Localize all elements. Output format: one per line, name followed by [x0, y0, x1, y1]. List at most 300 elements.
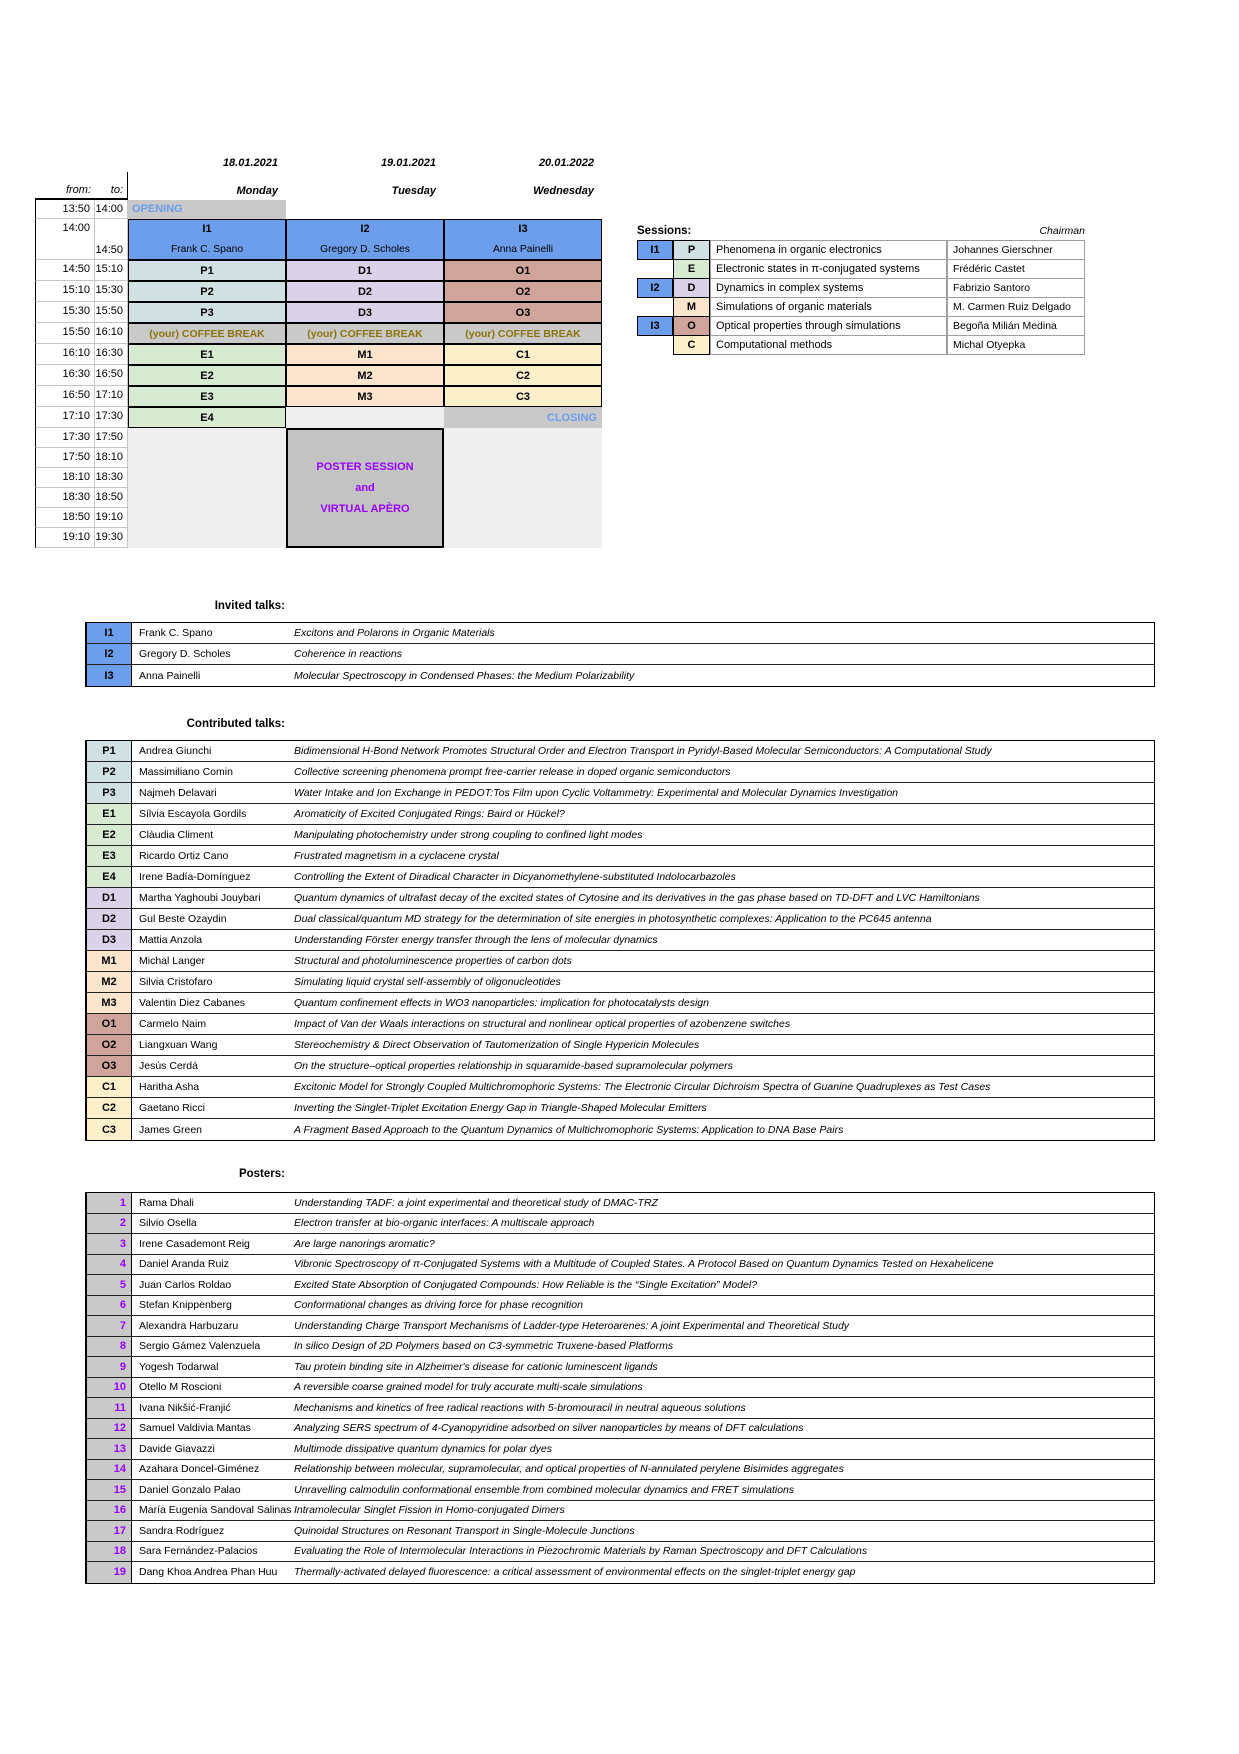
talk-title: Understanding Charge Transport Mechanisms of Ladder-type Heteroarenes: A joint Experimental and Theoretical Study [294, 1319, 850, 1332]
talk-title: A reversible coarse grained model for truly accurate multi-scale simulations [294, 1381, 643, 1394]
legend-session-code: P [673, 240, 710, 260]
speaker-name: Irene Badía-Domínguez [139, 871, 251, 883]
speaker-name: Daniel Gonzalo Palao [139, 1483, 241, 1496]
legend-invited-code [637, 297, 673, 317]
grid-cell-E2: E2 [128, 365, 286, 386]
grid-cell-C2: C2 [444, 365, 602, 386]
speaker-name: Otello M Roscioni [139, 1381, 222, 1394]
contributed-talk-row [87, 930, 1154, 951]
speaker-name: María Eugenia Sandoval Salinas [139, 1504, 292, 1517]
talk-code: M1 [87, 951, 132, 971]
day-name: Tuesday [391, 185, 436, 197]
poster-number: 16 [87, 1501, 132, 1521]
time-from: 14:00 [35, 219, 95, 260]
contributed-talk-row [87, 804, 1154, 825]
grid-cell-O3: O3 [444, 302, 602, 323]
poster-number: 10 [87, 1378, 132, 1398]
legend-invited-code [637, 335, 673, 355]
talk-title: Stereochemistry & Direct Observation of Tautomerization of Single Hypericin Molecules [294, 1039, 700, 1051]
speaker-name: Sergio Gámez Valenzuela [139, 1340, 261, 1353]
contributed-talks-table [85, 740, 1155, 1141]
poster-session-cell [286, 428, 444, 548]
speaker-name: Carmelo Naim [139, 1018, 207, 1030]
grid-dates-row [35, 145, 602, 172]
legend-header [637, 221, 1085, 237]
talk-title: Simulating liquid crystal self-assembly of oligonucleotides [294, 976, 561, 988]
poster-number: 1 [87, 1193, 132, 1213]
talk-title: Structural and photoluminescence properties of carbon dots [294, 955, 572, 967]
time-from: 18:30 [35, 488, 95, 508]
speaker-name: Gregory D. Scholes [139, 648, 231, 660]
poster-number: 14 [87, 1460, 132, 1480]
time-from: 16:30 [35, 365, 95, 386]
poster-number: 19 [87, 1562, 132, 1583]
to-label: to: [95, 172, 128, 200]
from-label: from: [35, 172, 95, 200]
talk-title: Relationship between molecular, supramolecular, and optical properties of N-annulated perylene Bisimides aggregates [294, 1463, 844, 1476]
empty-cell [286, 200, 444, 219]
invited-talk-row [87, 623, 1154, 644]
empty-cell [444, 468, 602, 488]
day-date: 20.01.2022 [538, 157, 594, 169]
talk-code: M2 [87, 972, 132, 992]
date-spacer [95, 145, 128, 172]
time-from: 19:10 [35, 528, 95, 548]
posters-table [85, 1192, 1155, 1584]
grid-cell-M1: M1 [286, 344, 444, 365]
talk-title: Are large nanorings aromatic? [294, 1237, 435, 1250]
time-to: 16:30 [95, 344, 128, 365]
grid-cell-O1: O1 [444, 260, 602, 281]
talk-title: Coherence in reactions [294, 648, 402, 660]
talk-title: Thermally-activated delayed fluorescence: a critical assessment of environmental effects on the singlet-triplet energy gap [294, 1566, 856, 1579]
speaker-name: Frank C. Spano [139, 627, 213, 639]
poster-row [87, 1337, 1154, 1358]
talk-title: On the structure–optical properties relationship in squaramide-based supramolecular polymers [294, 1060, 733, 1072]
poster-number: 11 [87, 1398, 132, 1418]
grid-cell-I1 [128, 219, 286, 260]
legend-chairman: Frédéric Castet [947, 259, 1085, 279]
talk-title: Inverting the Singlet-Triplet Excitation Energy Gap in Triangle-Shaped Molecular Emitters [294, 1102, 707, 1114]
speaker-name: Clàudia Climent [139, 829, 214, 841]
schedule-grid [35, 145, 602, 548]
poster-number: 8 [87, 1337, 132, 1357]
grid-cell-M2: M2 [286, 365, 444, 386]
speaker-name: Stefan Knippenberg [139, 1299, 232, 1312]
speaker-name: Sílvia Escayola Gordils [139, 808, 247, 820]
poster-row [87, 1460, 1154, 1481]
closing-cell: CLOSING [444, 407, 602, 428]
time-from: 14:50 [35, 260, 95, 281]
grid-opening-row [35, 200, 602, 219]
legend-row [637, 297, 1085, 317]
grid-cell-C1: C1 [444, 344, 602, 365]
opening-cell: OPENING [128, 200, 286, 219]
legend-chairman: M. Carmen Ruiz Delgado [947, 297, 1085, 317]
speaker-name: Massimiliano Comin [139, 766, 233, 778]
poster-row [87, 1562, 1154, 1583]
talk-title: Quantum confinement effects in WO3 nanoparticles: implication for photocatalysts design [294, 997, 709, 1009]
speaker-name: Najmeh Delavari [139, 787, 217, 799]
talk-title: Excitons and Polarons in Organic Materials [294, 627, 495, 639]
time-to: 17:30 [95, 407, 128, 428]
grid-talk-row [35, 407, 602, 428]
speaker-name: Michal Langer [139, 955, 205, 967]
legend-invited-code: I3 [637, 316, 673, 336]
speaker-name: Alexandra Harbuzaru [139, 1319, 239, 1332]
empty-cell [128, 528, 286, 548]
legend-row [637, 335, 1085, 355]
talk-code: C3 [87, 1119, 132, 1140]
speaker-name: Irene Casademont Reig [139, 1237, 250, 1250]
legend-session-code: D [673, 278, 710, 298]
invited-talks-table [85, 622, 1155, 687]
time-to: 18:10 [95, 448, 128, 468]
time-from: 16:50 [35, 386, 95, 407]
grid-talk-row [35, 323, 602, 344]
contributed-talk-row [87, 825, 1154, 846]
legend-chairman: Fabrizio Santoro [947, 278, 1085, 298]
speaker-name: Juan Carlos Roldao [139, 1278, 232, 1291]
poster-row [87, 1193, 1154, 1214]
time-from: 16:10 [35, 344, 95, 365]
grid-cell-I2 [286, 219, 444, 260]
grid-invited-row [35, 219, 602, 260]
time-to: 14:50 [95, 219, 128, 260]
speaker-name: James Green [139, 1123, 203, 1136]
talk-title: Electron transfer at bio-organic interfaces: A multiscale approach [294, 1217, 595, 1230]
legend-chairman: Johannes Gierschner [947, 240, 1085, 260]
poster-session-line: VIRTUAL APÈRO [320, 503, 410, 515]
invited-speaker: Gregory D. Scholes [320, 244, 410, 255]
contributed-talk-row [87, 783, 1154, 804]
time-from: 18:10 [35, 468, 95, 488]
grid-cell-O2: O2 [444, 281, 602, 302]
empty-cell [444, 528, 602, 548]
grid-cell-P3: P3 [128, 302, 286, 323]
speaker-name: Valentin Diez Cabanes [139, 997, 246, 1009]
talk-code: I2 [87, 644, 132, 664]
talk-title: In silico Design of 2D Polymers based on C3-symmetric Truxene-based Platforms [294, 1340, 674, 1353]
contributed-talk-row [87, 888, 1154, 909]
talk-code: D2 [87, 909, 132, 929]
talk-title: Aromaticity of Excited Conjugated Rings: Baird or Hückel? [294, 808, 565, 820]
legend-session-code: O [673, 316, 710, 336]
legend-invited-code [637, 259, 673, 279]
speaker-name: Samuel Valdivia Mantas [139, 1422, 251, 1435]
time-to: 18:50 [95, 488, 128, 508]
grid-days-row [35, 172, 602, 200]
talk-code: E3 [87, 846, 132, 866]
talk-title: Bidimensional H-Bond Network Promotes Structural Order and Electron Transport in Pyridyl-Based Molecular Semiconductors: A Computational Study [294, 745, 992, 757]
legend-session-code: C [673, 335, 710, 355]
contributed-talk-row [87, 972, 1154, 993]
talk-title: Quantum dynamics of ultrafast decay of the excited states of Cytosine and its derivatives in the gas phase based on TD-DFT and LVC Hamiltonians [294, 892, 980, 904]
talk-title: Intramolecular Singlet Fission in Homo-conjugated Dimers [294, 1504, 565, 1517]
speaker-name: Gul Beste Ozaydin [139, 913, 227, 925]
speaker-name: Jesús Cerdá [139, 1060, 198, 1072]
talk-code: O1 [87, 1014, 132, 1034]
time-to: 14:00 [95, 200, 128, 219]
empty-cell [128, 428, 286, 448]
speaker-name: Anna Painelli [139, 669, 201, 682]
speaker-name: Daniel Aranda Ruiz [139, 1258, 229, 1271]
empty-cell [128, 488, 286, 508]
talk-title: Excitonic Model for Strongly Coupled Multichromophoric Systems: The Electronic Circular Dichroism Spectra of Guanine Quadruplexes as Test Cases [294, 1081, 991, 1093]
talk-code: C1 [87, 1077, 132, 1097]
poster-row [87, 1542, 1154, 1563]
coffee-break-cell: (your) COFFEE BREAK [286, 323, 444, 344]
contributed-talk-row [87, 909, 1154, 930]
talk-code: P2 [87, 762, 132, 782]
time-from: 15:10 [35, 281, 95, 302]
talk-title: Frustrated magnetism in a cyclacene crystal [294, 850, 499, 862]
legend-row [637, 316, 1085, 336]
poster-number: 4 [87, 1255, 132, 1275]
legend-session-topic: Electronic states in π-conjugated systems [710, 259, 947, 279]
time-from: 15:30 [35, 302, 95, 323]
grid-cell-I3 [444, 219, 602, 260]
talk-code: E2 [87, 825, 132, 845]
speaker-name: Azahara Doncel-Giménez [139, 1463, 260, 1476]
legend-chairman: Begoña Milián Medina [947, 316, 1085, 336]
talk-title: Impact of Van der Waals interactions on structural and nonlinear optical properties of azobenzene switches [294, 1018, 791, 1030]
talk-title: Controlling the Extent of Diradical Character in Dicyanomethylene-substituted Indolocarbazoles [294, 871, 736, 883]
grid-talk-row [35, 344, 602, 365]
legend-invited-code: I2 [637, 278, 673, 298]
poster-number: 12 [87, 1419, 132, 1439]
legend-row [637, 278, 1085, 298]
grid-cell-E3: E3 [128, 386, 286, 407]
date-spacer [35, 145, 95, 172]
talk-title: Understanding TADF: a joint experimental and theoretical study of DMAC-TRZ [294, 1196, 658, 1209]
empty-cell [286, 407, 444, 428]
talk-code: P3 [87, 783, 132, 803]
contributed-talk-row [87, 846, 1154, 867]
empty-cell [128, 468, 286, 488]
day-name: Wednesday [533, 185, 594, 197]
time-to: 17:50 [95, 428, 128, 448]
invited-talk-row [87, 665, 1154, 686]
speaker-name: Ricardo Ortiz Cano [139, 850, 229, 862]
speaker-name: Sara Fernández-Palacios [139, 1545, 258, 1558]
talk-code: M3 [87, 993, 132, 1013]
talk-title: Water Intake and Ion Exchange in PEDOT:Tos Film upon Cyclic Voltammetry: Experimental and Molecular Dynamics Investigation [294, 787, 899, 799]
poster-number: 18 [87, 1542, 132, 1562]
speaker-name: Mattia Anzola [139, 934, 203, 946]
poster-row [87, 1316, 1154, 1337]
talk-code: P1 [87, 741, 132, 761]
time-to: 18:30 [95, 468, 128, 488]
grid-talk-row [35, 260, 602, 281]
time-to: 15:30 [95, 281, 128, 302]
speaker-name: Gaetano Ricci [139, 1102, 205, 1114]
talk-code: I1 [87, 623, 132, 643]
legend-invited-code: I1 [637, 240, 673, 260]
talk-title: A Fragment Based Approach to the Quantum Dynamics of Multichromophoric Systems: Application to DNA Base Pairs [294, 1123, 844, 1136]
legend-rows [637, 240, 1085, 355]
talk-title: Understanding Förster energy transfer through the lens of molecular dynamics [294, 934, 658, 946]
poster-row [87, 1255, 1154, 1276]
speaker-name: Silvio Osella [139, 1217, 197, 1230]
time-from: 17:10 [35, 407, 95, 428]
invited-code: I2 [360, 223, 370, 235]
talk-title: Evaluating the Role of Intermolecular Interactions in Piezochromic Materials by Raman Spectroscopy and DFT Calculations [294, 1545, 868, 1558]
talk-title: Conformational changes as driving force for phase recognition [294, 1299, 583, 1312]
speaker-name: Ivana Nikšić-Franjić [139, 1401, 231, 1414]
legend-row [637, 259, 1085, 279]
poster-number: 3 [87, 1234, 132, 1254]
invited-code: I1 [202, 223, 212, 235]
contributed-talks-heading: Contributed talks: [186, 718, 285, 730]
poster-row [87, 1398, 1154, 1419]
poster-row [87, 1480, 1154, 1501]
speaker-name: Yogesh Todarwal [139, 1360, 219, 1373]
speaker-name: Andrea Giunchi [139, 745, 212, 757]
talk-title: Excited State Absorption of Conjugated Compounds: How Reliable is the “Single Excitation” Model? [294, 1278, 758, 1291]
time-to: 15:50 [95, 302, 128, 323]
poster-row [87, 1214, 1154, 1235]
time-from: 13:50 [35, 200, 95, 219]
grid-talk-row [35, 302, 602, 323]
poster-number: 5 [87, 1275, 132, 1295]
grid-talk-row [35, 386, 602, 407]
talk-title: Tau protein binding site in Alzheimer's disease for cationic luminescent ligands [294, 1360, 658, 1373]
empty-cell [444, 200, 602, 219]
speaker-name: Haritha Asha [139, 1081, 200, 1093]
sessions-title: Sessions: [637, 225, 692, 237]
talk-title: Vibronic Spectroscopy of π-Conjugated Systems with a Multitude of Coupled States. A Protocol Based on Quantum Dynamics Tested on Hexahelicene [294, 1258, 994, 1271]
poster-row [87, 1521, 1154, 1542]
legend-session-topic: Dynamics in complex systems [710, 278, 947, 298]
speaker-name: Sandra Rodríguez [139, 1524, 225, 1537]
poster-row [87, 1234, 1154, 1255]
empty-cell [128, 508, 286, 528]
time-to: 16:50 [95, 365, 128, 386]
legend-session-code: E [673, 259, 710, 279]
poster-row [87, 1419, 1154, 1440]
poster-row [87, 1501, 1154, 1522]
poster-row [87, 1439, 1154, 1460]
grid-cell-P1: P1 [128, 260, 286, 281]
legend-session-topic: Computational methods [710, 335, 947, 355]
poster-number: 6 [87, 1296, 132, 1316]
speaker-name: Dang Khoa Andrea Phan Huu [139, 1566, 278, 1579]
day-date: 18.01.2021 [222, 157, 278, 169]
legend-row [637, 240, 1085, 260]
grid-cell-D2: D2 [286, 281, 444, 302]
talk-code: E4 [87, 867, 132, 887]
grid-cell-E4: E4 [128, 407, 286, 428]
coffee-break-cell: (your) COFFEE BREAK [128, 323, 286, 344]
contributed-talk-row [87, 1035, 1154, 1056]
contributed-talk-row [87, 867, 1154, 888]
coffee-break-cell: (your) COFFEE BREAK [444, 323, 602, 344]
invited-speaker: Anna Painelli [492, 244, 554, 255]
contributed-talk-row [87, 951, 1154, 972]
talk-code: C2 [87, 1098, 132, 1118]
talk-code: I3 [87, 665, 132, 686]
grid-talk-row [35, 365, 602, 386]
invited-code: I3 [518, 223, 528, 235]
poster-session-line: POSTER SESSION [316, 461, 414, 473]
speaker-name: Davide Giavazzi [139, 1442, 215, 1455]
sessions-legend [637, 221, 1085, 355]
grid-cell-P2: P2 [128, 281, 286, 302]
speaker-name: Rama Dhali [139, 1196, 194, 1209]
empty-cell [444, 428, 602, 448]
grid-cell-E1: E1 [128, 344, 286, 365]
grid-talk-row [35, 281, 602, 302]
contributed-talk-row [87, 1056, 1154, 1077]
chairman-label: Chairman [1039, 225, 1085, 237]
speaker-name: Liangxuan Wang [139, 1039, 218, 1051]
poster-number: 17 [87, 1521, 132, 1541]
legend-session-code: M [673, 297, 710, 317]
empty-cell [444, 508, 602, 528]
poster-number: 9 [87, 1357, 132, 1377]
talk-code: E1 [87, 804, 132, 824]
poster-number: 7 [87, 1316, 132, 1336]
talk-title: Mechanisms and kinetics of free radical reactions with 5-bromouracil in neutral aqueous solutions [294, 1401, 746, 1414]
grid-cell-D3: D3 [286, 302, 444, 323]
talk-code: O2 [87, 1035, 132, 1055]
grid-cell-C3: C3 [444, 386, 602, 407]
contributed-talk-row [87, 741, 1154, 762]
poster-row [87, 1296, 1154, 1317]
poster-number: 13 [87, 1439, 132, 1459]
contributed-talk-row [87, 1077, 1154, 1098]
talk-title: Quinoidal Structures on Resonant Transport in Single-Molecule Junctions [294, 1524, 635, 1537]
poster-number: 2 [87, 1214, 132, 1234]
day-date: 19.01.2021 [380, 157, 436, 169]
talk-code: D1 [87, 888, 132, 908]
talk-title: Collective screening phenomena prompt free-carrier release in doped organic semiconductors [294, 766, 731, 778]
posters-heading: Posters: [238, 1168, 285, 1180]
talk-title: Molecular Spectroscopy in Condensed Phases: the Medium Polarizability [294, 669, 635, 682]
time-to: 15:10 [95, 260, 128, 281]
contributed-talk-row [87, 993, 1154, 1014]
contributed-talk-row [87, 1014, 1154, 1035]
time-from: 17:30 [35, 428, 95, 448]
empty-cell [128, 448, 286, 468]
time-to: 16:10 [95, 323, 128, 344]
talk-title: Manipulating photochemistry under strong coupling to confined light modes [294, 829, 643, 841]
contributed-talk-row [87, 1119, 1154, 1140]
invited-speaker: Frank C. Spano [170, 244, 244, 255]
time-to: 17:10 [95, 386, 128, 407]
legend-session-topic: Simulations of organic materials [710, 297, 947, 317]
talk-title: Multimode dissipative quantum dynamics for polar dyes [294, 1442, 552, 1455]
legend-session-topic: Phenomena in organic electronics [710, 240, 947, 260]
time-from: 17:50 [35, 448, 95, 468]
poster-number: 15 [87, 1480, 132, 1500]
time-from: 15:50 [35, 323, 95, 344]
speaker-name: Silvia Cristofaro [139, 976, 213, 988]
time-to: 19:10 [95, 508, 128, 528]
poster-row [87, 1357, 1154, 1378]
poster-row [87, 1378, 1154, 1399]
grid-cell-D1: D1 [286, 260, 444, 281]
grid-cell-M3: M3 [286, 386, 444, 407]
talk-title: Dual classical/quantum MD strategy for the determination of site energies in photosynthetic complexes: Application to the PC645 antenna [294, 913, 932, 925]
empty-cell [444, 448, 602, 468]
time-to: 19:30 [95, 528, 128, 548]
poster-row [87, 1275, 1154, 1296]
legend-chairman: Michal Otyepka [947, 335, 1085, 355]
day-name: Monday [236, 185, 278, 197]
time-from: 18:50 [35, 508, 95, 528]
